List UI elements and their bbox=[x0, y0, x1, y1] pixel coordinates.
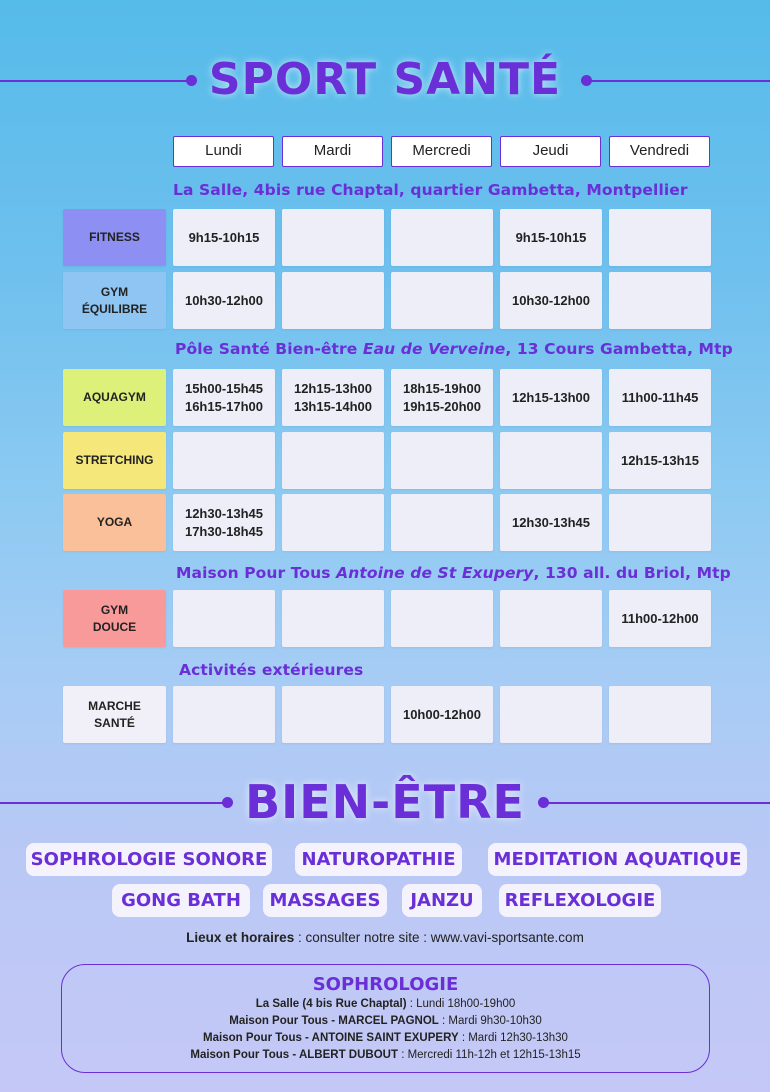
sport-sante-title: SPORT SANTÉ bbox=[208, 54, 562, 105]
tag-sophrologie-sonore: SOPHROLOGIE SONORE bbox=[26, 843, 272, 876]
schedule-cell: 12h15-13h00 bbox=[500, 369, 602, 426]
activity-label: AQUAGYM bbox=[63, 369, 166, 426]
activity-label: GYM ÉQUILIBRE bbox=[63, 272, 166, 329]
schedule-cell bbox=[500, 590, 602, 647]
schedule-cell bbox=[500, 432, 602, 489]
bien-etre-heading bbox=[0, 772, 770, 832]
schedule-cell bbox=[391, 272, 493, 329]
activity-label: FITNESS bbox=[63, 209, 166, 266]
schedule-cell: 10h30-12h00 bbox=[500, 272, 602, 329]
day-header-jeudi: Jeudi bbox=[500, 136, 601, 167]
sophrologie-line: Maison Pour Tous - MARCEL PAGNOL : Mardi 9h30-10h30 bbox=[229, 1015, 542, 1027]
schedule-cell bbox=[282, 209, 384, 266]
schedule-cell bbox=[391, 209, 493, 266]
tag-massages: MASSAGES bbox=[263, 884, 387, 917]
schedule-cell: 12h15-13h00 13h15-14h00 bbox=[282, 369, 384, 426]
sophrologie-line: Maison Pour Tous - ANTOINE SAINT EXUPERY : Mardi 12h30-13h30 bbox=[203, 1032, 568, 1044]
bien-etre-title: BIEN-ÊTRE bbox=[245, 775, 525, 829]
schedule-cell bbox=[173, 686, 275, 743]
schedule-cell: 9h15-10h15 bbox=[500, 209, 602, 266]
schedule-cell bbox=[282, 590, 384, 647]
schedule-cell bbox=[282, 686, 384, 743]
venue-la-salle: La Salle, 4bis rue Chaptal, quartier Gambetta, Montpellier bbox=[173, 181, 688, 199]
schedule-cell: 12h15-13h15 bbox=[609, 432, 711, 489]
schedule-cell bbox=[282, 432, 384, 489]
venue-maison-pour-tous: Maison Pour Tous Antoine de St Exupery, 130 all. du Briol, Mtp bbox=[176, 564, 731, 582]
schedule-cell: 11h00-12h00 bbox=[609, 590, 711, 647]
schedule-cell bbox=[282, 272, 384, 329]
venue-activites-exterieures: Activités extérieures bbox=[179, 661, 364, 679]
schedule-cell bbox=[391, 432, 493, 489]
schedule-cell: 10h00-12h00 bbox=[391, 686, 493, 743]
schedule-cell bbox=[609, 209, 711, 266]
activity-label: MARCHE SANTÉ bbox=[63, 686, 166, 743]
schedule-cell bbox=[609, 494, 711, 551]
tag-naturopathie: NATUROPATHIE bbox=[295, 843, 462, 876]
website-text: : consulter notre site : www.vavi-sportsante.com bbox=[294, 930, 584, 945]
tag-janzu: JANZU bbox=[402, 884, 482, 917]
schedule-cell: 11h00-11h45 bbox=[609, 369, 711, 426]
day-header-mardi: Mardi bbox=[282, 136, 383, 167]
schedule-cell bbox=[500, 686, 602, 743]
schedule-cell bbox=[391, 590, 493, 647]
schedule-cell bbox=[391, 494, 493, 551]
tag-meditation-aquatique: MEDITATION AQUATIQUE bbox=[488, 843, 747, 876]
schedule-cell: 9h15-10h15 bbox=[173, 209, 275, 266]
day-header-lundi: Lundi bbox=[173, 136, 274, 167]
schedule-cell bbox=[282, 494, 384, 551]
schedule-cell bbox=[609, 272, 711, 329]
activity-label: GYM DOUCE bbox=[63, 590, 166, 647]
day-header-vendredi: Vendredi bbox=[609, 136, 710, 167]
activity-label: YOGA bbox=[63, 494, 166, 551]
tag-reflexologie: REFLEXOLOGIE bbox=[499, 884, 661, 917]
schedule-cell bbox=[173, 432, 275, 489]
schedule-cell: 12h30-13h45 bbox=[500, 494, 602, 551]
venue-pole-sante: Pôle Santé Bien-être Eau de Verveine, 13 Cours Gambetta, Mtp bbox=[175, 340, 733, 358]
tag-gong-bath: GONG BATH bbox=[112, 884, 250, 917]
sophrologie-line: Maison Pour Tous - ALBERT DUBOUT : Mercredi 11h-12h et 12h15-13h15 bbox=[190, 1049, 581, 1061]
activity-label: STRETCHING bbox=[63, 432, 166, 489]
sophrologie-box bbox=[61, 964, 710, 1073]
schedule-cell bbox=[609, 686, 711, 743]
schedule-cell bbox=[173, 590, 275, 647]
day-header-mercredi: Mercredi bbox=[391, 136, 492, 167]
sport-sante-heading bbox=[0, 50, 770, 110]
schedule-cell: 18h15-19h00 19h15-20h00 bbox=[391, 369, 493, 426]
info-line: Lieux et horaires : consulter notre site : www.vavi-sportsante.com bbox=[186, 930, 584, 945]
sophrologie-line: La Salle (4 bis Rue Chaptal) : Lundi 18h00-19h00 bbox=[255, 998, 516, 1010]
schedule-cell: 15h00-15h45 16h15-17h00 bbox=[173, 369, 275, 426]
schedule-cell: 12h30-13h45 17h30-18h45 bbox=[173, 494, 275, 551]
schedule-cell: 10h30-12h00 bbox=[173, 272, 275, 329]
sophrologie-title: SOPHROLOGIE bbox=[312, 974, 459, 995]
